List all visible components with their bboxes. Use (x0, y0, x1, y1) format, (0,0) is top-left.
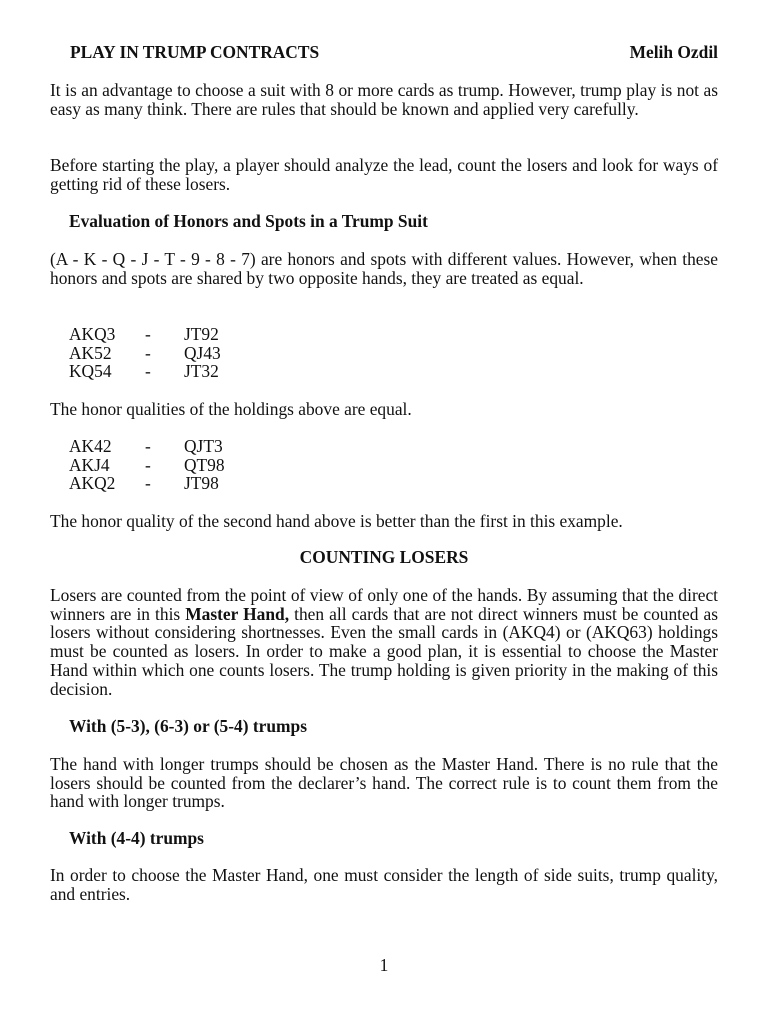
paragraph-honors: (A - K - Q - J - T - 9 - 8 - 7) are honors and spots with different values. However, when these honors and spots are shared by two opposite hands, they are treated as equal. (50, 249, 718, 288)
paragraph-before-play: Before starting the play, a player should analyze the lead, count the losers and look for ways of getting rid of these losers. (50, 155, 718, 194)
document-title: PLAY IN TRUMP CONTRACTS (70, 42, 320, 62)
holding-row (69, 474, 369, 493)
holding-separator: - (145, 436, 151, 456)
page-header (50, 43, 718, 62)
holdings-table-1 (69, 325, 369, 381)
paragraph-choose-master-hand: In order to choose the Master Hand, one must consider the length of side suits, trump quality, and entries. (50, 865, 718, 904)
author-name: Melih Ozdil (629, 42, 718, 62)
heading-counting-losers: COUNTING LOSERS (299, 547, 469, 567)
page-number: 1 (379, 955, 389, 975)
paragraph-counting (50, 586, 718, 698)
holding-right: QJ43 (184, 342, 221, 363)
holding-separator: - (145, 361, 151, 382)
paragraph-second-hand: The honor quality of the second hand above is better than the first in this example. (50, 511, 623, 531)
holding-row (69, 325, 369, 344)
holding-left: AKQ3 (69, 324, 116, 344)
holding-right: QT98 (184, 454, 225, 475)
paragraph-longer-trumps: The hand with longer trumps should be chosen as the Master Hand. There is no rule that the losers should be counted from the declarer’s hand. The correct rule is to count them from the hand with longer trumps. (50, 754, 718, 812)
master-hand-term: Master Hand, (185, 603, 290, 624)
holding-left: AKJ4 (69, 454, 110, 475)
paragraph-intro: It is an advantage to choose a suit with 8 or more cards as trump. However, trump play is not as easy as many think. There are rules that should be known and applied very carefully. (50, 80, 718, 119)
holding-right: JT98 (184, 473, 219, 494)
holding-right: JT92 (184, 324, 219, 344)
holding-left: AK52 (69, 342, 112, 363)
holding-row (69, 362, 369, 381)
holding-row (69, 437, 369, 456)
heading-44-trumps: With (4-4) trumps (69, 828, 204, 848)
heading-53-trumps: With (5-3), (6-3) or (5-4) trumps (69, 716, 307, 736)
holding-row (69, 456, 369, 475)
holding-left: KQ54 (69, 361, 112, 382)
counting-text-post: then all cards that are not direct winners must be counted as losers without considering shortnesses. Even the small cards in (AKQ4) or (AKQ63) holdings must be counted as losers. In order to make a good plan, it is essential to choose the Master Hand within which one counts losers. The trump holding is given priority in the making of this decision. (50, 603, 718, 699)
paragraph-equal-qualities: The honor qualities of the holdings above are equal. (50, 399, 412, 419)
holding-row (69, 344, 369, 363)
holding-separator: - (145, 473, 151, 494)
counting-text-pre: Losers are counted from the point of view of only one of the hands. By assuming that the direct winners are in this (50, 585, 718, 624)
holdings-table-2 (69, 437, 369, 493)
holding-left: AK42 (69, 436, 112, 456)
holding-separator: - (145, 342, 151, 363)
holding-separator: - (145, 324, 151, 344)
holding-left: AKQ2 (69, 473, 116, 494)
holding-separator: - (145, 454, 151, 475)
holding-right: JT32 (184, 361, 219, 382)
heading-evaluation: Evaluation of Honors and Spots in a Trump Suit (69, 211, 428, 231)
holding-right: QJT3 (184, 436, 223, 456)
